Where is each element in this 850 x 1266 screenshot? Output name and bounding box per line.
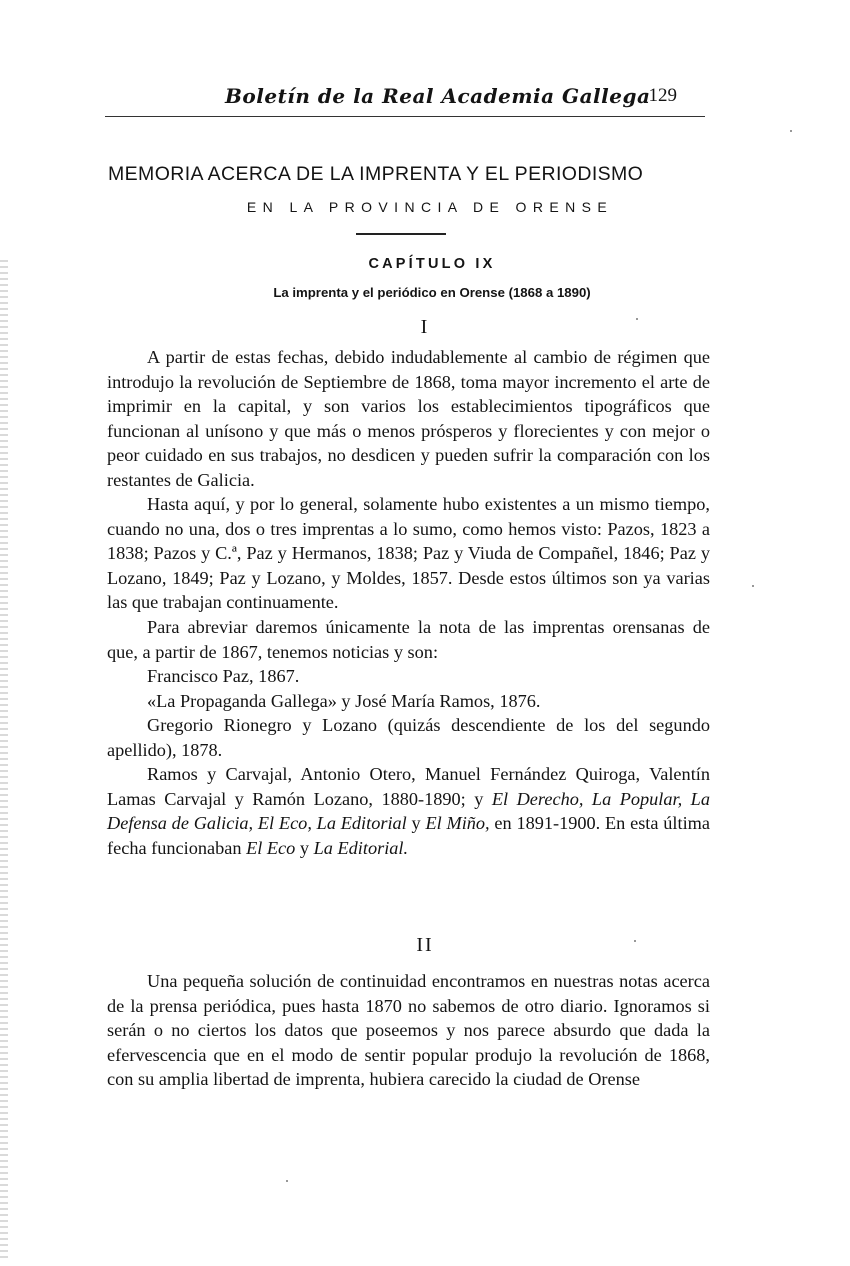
page-number: 129	[648, 85, 677, 106]
header-rule	[105, 116, 705, 117]
paragraph: Hasta aquí, y por lo general, solamente hubo existentes a un mismo tiempo, cuando no una, dos o tres imprentas a lo sumo, como hemos visto: Pazos, 1823 a 1838; Pazos y C.ª, Paz y Hermanos, 1838; Paz y Viuda de Compañel, 1846; Paz y Lozano, 1849; Paz y Lozano, y Moldes, 1857. Desde estos últimos son ya varias las que trabajan continuamente.	[107, 494, 710, 613]
list-item	[107, 762, 710, 860]
list-item: Francisco Paz, 1867.	[147, 666, 300, 687]
text-run: y	[406, 813, 426, 834]
running-header	[105, 82, 705, 116]
list-item: Gregorio Rionegro y Lozano (quizás descendiente de los del segundo apellido), 1878.	[107, 715, 710, 760]
text-run: en 1891-1900. En esta última fecha funcionaban	[107, 813, 710, 858]
body-text-section-one	[107, 345, 710, 860]
italic-name: La Editorial.	[313, 837, 409, 858]
italic-name: El Miño,	[425, 813, 490, 834]
italic-names: El Derecho, La Popular, La Defensa de Galicia, El Eco, La Editorial	[107, 788, 710, 834]
print-speck	[286, 1180, 288, 1182]
paragraph: Una pequeña solución de continuidad encontramos en nuestras notas acerca de la prensa periódica, pues hasta 1870 no sabemos de otro diario. Ignoramos si serán o no ciertos los datos que poseemos y nos parece absurdo que dada la efervescencia que en el modo de sentir popular produjo la revolución de 1868, con su amplia libertad de imprenta, hubiera carecido la ciudad de Orense	[107, 971, 710, 1090]
chapter-heading: CAPÍTULO IX	[368, 256, 496, 272]
text-run: Ramos y Carvajal, Antonio Otero, Manuel Fernández Quiroga, Valentín Lamas Carvajal y Ramón Lozano, 1880-1890; y	[107, 764, 710, 809]
journal-title: Boletín de la Real Academia Gallega	[225, 84, 651, 108]
article-title: MEMORIA ACERCA DE LA IMPRENTA Y EL PERIODISMO	[108, 163, 644, 185]
print-speck	[634, 940, 636, 942]
section-number-one: I	[420, 316, 430, 338]
paragraph: Para abreviar daremos únicamente la nota de las imprentas orensanas de que, a partir de 1867, tenemos noticias y son:	[107, 617, 710, 662]
article-subtitle: EN LA PROVINCIA DE ORENSE	[246, 199, 614, 215]
title-divider	[356, 233, 446, 235]
text-run: y	[295, 837, 314, 858]
list-item: «La Propaganda Gallega» y José María Ramos, 1876.	[147, 690, 541, 711]
body-text-section-two	[107, 969, 710, 1092]
italic-name: El Eco	[246, 837, 296, 858]
paragraph: A partir de estas fechas, debido indudablemente al cambio de régimen que introdujo la revolución de Septiembre de 1868, toma mayor incremento el arte de imprimir en la capital, y son varios los establecimientos tipográficos que funcionan al unísono y que más o menos prósperos y florecientes y con mejor o peor cuidado en sus trabajos, no desdicen y pueden sufrir la comparación con los restantes de Galicia.	[107, 347, 710, 490]
chapter-title: La imprenta y el periódico en Orense (1868 a 1890)	[273, 285, 591, 300]
print-speck	[752, 585, 754, 587]
print-speck	[790, 130, 792, 132]
page-edge-shadow	[0, 260, 8, 1260]
section-number-two: II	[416, 934, 434, 956]
print-speck	[636, 318, 638, 320]
